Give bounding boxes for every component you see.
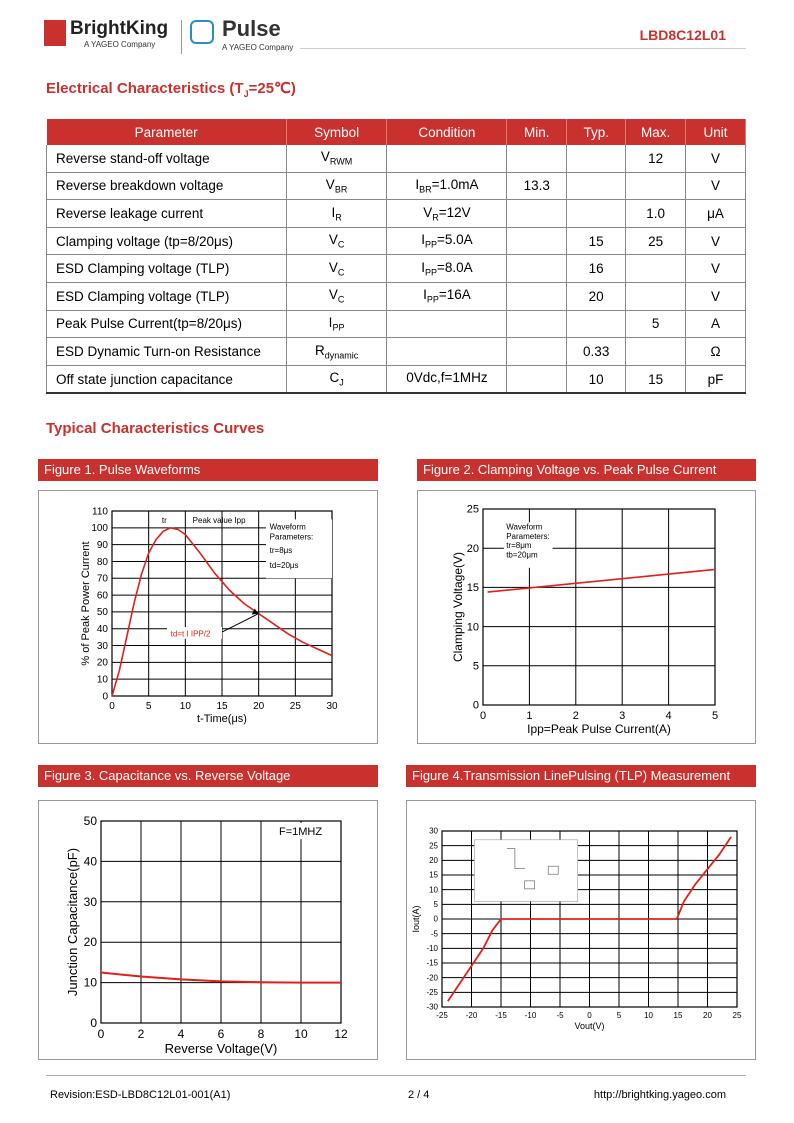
y-axis-label: % of Peak Power Current	[80, 541, 92, 666]
electrical-title-sub: J	[243, 89, 249, 99]
unit-text: pF	[707, 371, 724, 387]
y-tick-label: 20	[83, 935, 97, 950]
annotation-params: Parameters:	[506, 531, 550, 541]
brightking-logo-mark	[44, 20, 66, 46]
figure-2-title: Figure 2. Clamping Voltage vs. Peak Pulse Current	[417, 459, 756, 481]
y-tick-label: 20	[466, 542, 479, 555]
symbol-sub: C	[337, 267, 345, 278]
table-row	[47, 255, 746, 283]
x-tick-label: 20	[253, 701, 265, 712]
cell-min	[507, 145, 567, 172]
x-tick-label: 1	[526, 710, 533, 722]
x-tick-label: 0	[109, 701, 115, 712]
y-tick-label: 15	[429, 870, 438, 880]
y-tick-label: 0	[90, 1016, 97, 1030]
x-tick-label: -15	[495, 1011, 507, 1020]
condition-text: I	[415, 177, 420, 193]
y-tick-label: 60	[96, 590, 108, 602]
x-tick-label: 15	[673, 1011, 683, 1020]
series-line	[488, 569, 715, 592]
cell-symbol	[286, 310, 387, 338]
table-row	[47, 200, 746, 228]
unit-text: V	[711, 178, 721, 194]
symbol-text: V	[328, 232, 338, 248]
unit-text: V	[711, 288, 721, 304]
cell-min	[507, 365, 567, 393]
symbol-text: C	[329, 370, 340, 386]
cell-max	[626, 145, 686, 172]
y-tick-label: 10	[96, 674, 108, 686]
x-tick-label: 5	[711, 710, 719, 722]
typ-text: 0.33	[583, 343, 610, 359]
typ-text: 15	[588, 233, 604, 249]
electrical-title-suffix: =25℃)	[248, 80, 296, 97]
curves-title: Typical Characteristics Curves	[46, 420, 265, 437]
cell-unit	[686, 310, 746, 338]
y-tick-label: 30	[83, 894, 97, 909]
cell-max	[626, 172, 686, 200]
col-header: Typ.	[567, 119, 626, 145]
cell-parameter	[47, 200, 287, 228]
arrow-line	[222, 614, 259, 633]
cell-typ	[567, 145, 626, 172]
figure-4-chart	[407, 801, 755, 1059]
x-tick-label: 2	[137, 1027, 145, 1041]
y-tick-label: 50	[83, 814, 97, 828]
table-row	[47, 310, 746, 338]
table-row	[47, 145, 746, 172]
cell-parameter	[47, 227, 287, 255]
y-tick-label: 50	[96, 607, 108, 619]
cell-parameter	[47, 338, 287, 366]
symbol-sub: J	[339, 377, 344, 388]
figure-3-title: Figure 3. Capacitance vs. Reverse Voltage	[38, 765, 378, 787]
symbol-sub: PP	[332, 322, 345, 333]
cell-parameter	[47, 282, 287, 310]
y-tick-label: 40	[96, 624, 108, 636]
electrical-title	[46, 79, 296, 99]
y-tick-label: 0	[472, 699, 479, 712]
parameter-text: ESD Clamping voltage (TLP)	[56, 261, 230, 277]
y-tick-label: -30	[426, 1002, 438, 1012]
x-tick-label: 0	[587, 1011, 592, 1020]
y-tick-label: 70	[96, 573, 108, 585]
typ-text: 16	[588, 261, 604, 277]
condition-rest: =16A	[438, 287, 471, 303]
figure-1-box	[38, 490, 378, 744]
y-axis-label: Iout(A)	[411, 905, 421, 933]
max-text: 1.0	[646, 205, 665, 221]
cell-symbol	[286, 365, 387, 393]
x-tick-label: 10	[294, 1027, 308, 1041]
footer-page: 2 / 4	[408, 1089, 430, 1101]
condition-rest: =1.0mA	[431, 177, 479, 193]
cell-symbol	[286, 338, 387, 366]
cell-unit	[686, 338, 746, 366]
annotation-tr: tr	[161, 515, 167, 525]
cell-parameter	[47, 310, 287, 338]
cell-parameter	[47, 145, 287, 172]
footer-rule	[46, 1075, 746, 1076]
x-tick-label: 0	[97, 1027, 105, 1041]
y-tick-label: 110	[92, 506, 108, 518]
table-row	[47, 365, 746, 393]
pulse-logo-icon	[190, 20, 214, 44]
cell-unit	[686, 365, 746, 393]
cell-symbol	[286, 227, 387, 255]
condition-rest: =8.0A	[436, 259, 473, 275]
cell-parameter	[47, 365, 287, 393]
y-tick-label: 80	[96, 556, 108, 568]
cell-max	[626, 227, 686, 255]
brightking-name: BrightKing	[70, 18, 169, 39]
pulse-name: Pulse	[222, 16, 281, 41]
cell-condition	[387, 310, 507, 338]
parameter-text: Reverse leakage current	[56, 205, 204, 221]
parameter-text: Peak Pulse Current(tp=8/20μs)	[56, 316, 242, 332]
electrical-table	[46, 119, 746, 394]
x-tick-label: 12	[334, 1027, 348, 1041]
logo-divider	[181, 20, 182, 54]
figure-2-box	[417, 490, 756, 744]
cell-symbol	[286, 255, 387, 283]
annotation-td-def: td=t I IPP/2	[170, 629, 211, 639]
unit-text: A	[711, 316, 721, 332]
symbol-sub: C	[337, 295, 345, 306]
symbol-text: V	[320, 149, 330, 165]
x-tick-label: 8	[257, 1027, 265, 1041]
y-tick-label: 100	[91, 523, 108, 535]
symbol-text: R	[314, 342, 325, 358]
header-rule	[300, 48, 746, 49]
x-tick-label: 4	[665, 710, 672, 722]
figure-3-chart	[39, 801, 377, 1059]
annotation-tr-value: tr=8μs	[269, 546, 293, 556]
table-body	[47, 145, 746, 393]
figure-1-title: Figure 1. Pulse Waveforms	[38, 459, 378, 481]
y-tick-label: 15	[466, 582, 479, 595]
y-axis-label: Junction Capacitance(pF)	[65, 847, 80, 997]
parameter-text: ESD Dynamic Turn-on Resistance	[56, 343, 261, 359]
min-text: 13.3	[523, 178, 550, 194]
inset-schematic-box	[474, 840, 577, 902]
parameter-text: ESD Clamping voltage (TLP)	[56, 288, 230, 304]
electrical-title-prefix: Electrical Characteristics (T	[46, 80, 244, 97]
x-tick-label: -20	[465, 1011, 478, 1020]
x-tick-label: 10	[179, 701, 191, 712]
table-row	[47, 172, 746, 200]
brightking-sub: A YAGEO Company	[84, 40, 156, 49]
col-header: Condition	[387, 119, 507, 145]
x-tick-label: 20	[703, 1011, 712, 1020]
y-tick-label: -10	[426, 944, 438, 953]
cell-max	[626, 282, 686, 310]
x-tick-label: 6	[217, 1027, 225, 1041]
y-axis-label: Clamping Voltage(V)	[451, 551, 465, 663]
cell-parameter	[47, 255, 287, 283]
max-text: 15	[648, 371, 664, 387]
cell-typ	[567, 200, 626, 228]
y-tick-label: 20	[96, 657, 108, 669]
annotation-params: Parameters:	[269, 532, 314, 542]
x-tick-label: 25	[289, 701, 301, 712]
x-axis-label: Ipp=Peak Pulse Current(A)	[527, 722, 671, 736]
cell-condition	[387, 200, 507, 228]
y-tick-label: 5	[472, 660, 479, 673]
figure-4-box	[406, 800, 756, 1060]
cell-max	[626, 255, 686, 283]
annotation-td-value: td=20μs	[269, 561, 299, 571]
symbol-text: V	[328, 259, 338, 275]
cell-condition	[387, 282, 507, 310]
x-tick-label: 5	[145, 701, 152, 712]
condition-sub: R	[432, 212, 439, 223]
cell-min	[507, 255, 567, 283]
cell-condition	[387, 227, 507, 255]
cell-symbol	[286, 282, 387, 310]
cell-unit	[686, 227, 746, 255]
figure-1-chart	[39, 491, 377, 743]
condition-sub: PP	[424, 267, 437, 278]
cell-typ	[567, 255, 626, 283]
condition-sub: PP	[424, 239, 437, 250]
y-tick-label: 10	[466, 621, 479, 634]
cell-min	[507, 310, 567, 338]
x-tick-label: 25	[732, 1011, 742, 1020]
figure-3-box	[38, 800, 378, 1060]
y-tick-label: -15	[426, 958, 438, 968]
x-axis-label: Vout(V)	[574, 1021, 605, 1031]
max-text: 12	[648, 150, 664, 166]
cell-min	[507, 282, 567, 310]
condition-sub: PP	[426, 295, 439, 306]
col-header: Unit	[686, 119, 746, 145]
x-tick-label: 15	[216, 701, 228, 712]
parameter-text: Reverse stand-off voltage	[56, 150, 210, 166]
table-row	[47, 227, 746, 255]
cell-condition	[387, 145, 507, 172]
cell-condition	[387, 172, 507, 200]
x-tick-label: 3	[619, 710, 626, 722]
unit-text: V	[711, 150, 721, 166]
x-tick-label: -5	[556, 1011, 564, 1020]
condition-text: I	[423, 287, 427, 303]
x-tick-label: -10	[524, 1011, 537, 1020]
annotation-freq: F=1MHZ	[279, 826, 323, 839]
table-row	[47, 282, 746, 310]
unit-text: μA	[707, 205, 724, 221]
cell-max	[626, 338, 686, 366]
x-axis-label: Reverse Voltage(V)	[164, 1041, 278, 1056]
typ-text: 20	[588, 288, 604, 304]
y-tick-label: 0	[102, 691, 108, 703]
y-tick-label: 25	[429, 841, 438, 851]
y-tick-label: 5	[433, 900, 438, 909]
condition-rest: =12V	[438, 204, 471, 220]
cell-min	[507, 338, 567, 366]
cell-condition	[387, 338, 507, 366]
footer-url: http://brightking.yageo.com	[593, 1089, 726, 1101]
y-tick-label: -5	[430, 929, 438, 939]
annotation-td-value: tb=20μm	[506, 550, 538, 560]
part-number: LBD8C12L01	[639, 27, 726, 43]
cell-unit	[686, 145, 746, 172]
col-header: Parameter	[47, 119, 287, 145]
symbol-sub: C	[337, 239, 345, 250]
condition-text: V	[423, 204, 433, 220]
condition-text: I	[421, 259, 425, 275]
cell-typ	[567, 172, 626, 200]
col-header: Min.	[507, 119, 567, 145]
cell-condition	[387, 255, 507, 283]
cell-typ	[567, 282, 626, 310]
cell-unit	[686, 200, 746, 228]
y-tick-label: 40	[83, 854, 97, 869]
symbol-sub: BR	[334, 184, 348, 195]
x-tick-label: 5	[616, 1011, 622, 1020]
y-tick-label: 20	[429, 856, 438, 865]
table-header-row	[47, 119, 746, 145]
y-tick-label: 30	[429, 826, 438, 836]
table-row	[47, 338, 746, 366]
cell-symbol	[286, 200, 387, 228]
symbol-text: I	[331, 204, 336, 220]
cell-symbol	[286, 172, 387, 200]
unit-text: V	[711, 261, 721, 277]
x-tick-label: 2	[572, 710, 579, 722]
condition-text: 0Vdc,f=1MHz	[406, 370, 488, 386]
cell-unit	[686, 255, 746, 283]
y-tick-label: -20	[426, 973, 438, 983]
x-tick-label: 30	[326, 701, 338, 712]
cell-condition	[387, 365, 507, 393]
annotation-waveform: Waveform	[506, 522, 543, 532]
annotation-peak: Peak value Ipp	[192, 515, 246, 525]
symbol-text: V	[325, 177, 335, 193]
symbol-sub: RWM	[329, 157, 353, 168]
cell-min	[507, 200, 567, 228]
y-tick-label: 10	[83, 975, 97, 990]
annotation-waveform: Waveform	[269, 522, 306, 532]
parameter-text: Clamping voltage (tp=8/20μs)	[56, 233, 233, 249]
x-tick-label: 10	[644, 1011, 653, 1020]
cell-unit	[686, 282, 746, 310]
x-tick-label: -25	[436, 1011, 448, 1020]
x-axis-label: t-Time(μs)	[197, 713, 247, 725]
max-text: 25	[648, 233, 664, 249]
typ-text: 10	[588, 371, 604, 387]
col-header: Symbol	[286, 119, 387, 145]
y-tick-label: 30	[96, 640, 108, 652]
parameter-text: Reverse breakdown voltage	[56, 178, 224, 194]
max-text: 5	[651, 316, 660, 332]
cell-unit	[686, 172, 746, 200]
condition-rest: =5.0A	[436, 232, 473, 248]
condition-text: I	[421, 232, 425, 248]
annotation-tr-value: tr=8μm	[506, 541, 532, 551]
footer-revision: Revision:ESD-LBD8C12L01-001(A1)	[50, 1089, 231, 1101]
cell-typ	[567, 310, 626, 338]
cell-max	[626, 365, 686, 393]
cell-typ	[567, 227, 626, 255]
symbol-sub: dynamic	[324, 350, 359, 361]
cell-min	[507, 227, 567, 255]
cell-symbol	[286, 145, 387, 172]
cell-parameter	[47, 172, 287, 200]
unit-text: V	[711, 233, 721, 249]
condition-sub: BR	[419, 184, 432, 195]
y-tick-label: 10	[429, 885, 438, 895]
cell-max	[626, 310, 686, 338]
pulse-sub: A YAGEO Company	[222, 43, 294, 52]
symbol-text: I	[328, 315, 333, 331]
col-header: Max.	[626, 119, 686, 145]
y-tick-label: 25	[466, 503, 479, 516]
symbol-text: V	[328, 287, 338, 303]
figure-4-title: Figure 4.Transmission LinePulsing (TLP) Measurement	[406, 765, 756, 787]
unit-text: Ω	[710, 343, 721, 359]
cell-typ	[567, 338, 626, 366]
cell-min	[507, 172, 567, 200]
y-tick-label: 90	[96, 539, 108, 551]
y-tick-label: -25	[426, 988, 438, 997]
symbol-sub: R	[335, 212, 342, 223]
x-tick-label: 4	[177, 1027, 185, 1041]
x-tick-label: 0	[479, 710, 487, 722]
cell-max	[626, 200, 686, 228]
figure-2-chart	[418, 491, 755, 743]
y-tick-label: 0	[433, 914, 438, 924]
parameter-text: Off state junction capacitance	[56, 371, 233, 387]
cell-typ	[567, 365, 626, 393]
